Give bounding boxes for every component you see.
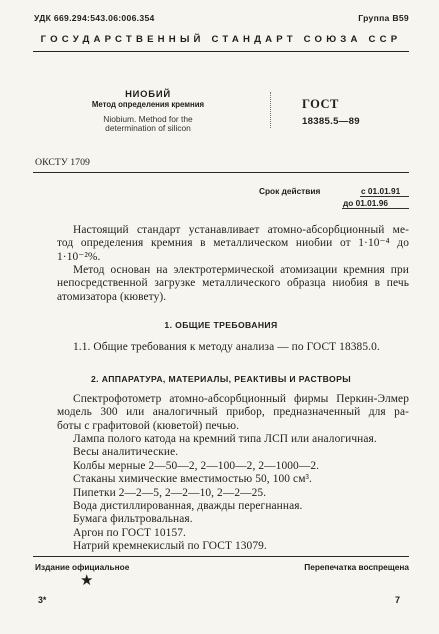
okstu-rule — [33, 172, 409, 173]
element-title: НИОБИЙ — [125, 88, 171, 99]
validity-underline-2 — [342, 208, 409, 209]
reprint-prohibited: Перепечатка воспрещена — [304, 562, 409, 572]
signature-mark: 3* — [38, 595, 47, 605]
state-standard-title: ГОСУДАРСТВЕННЫЙ СТАНДАРТ СОЮЗА ССР — [40, 34, 402, 45]
footer-rule — [33, 556, 409, 557]
list-item: Колбы мерные 2—50—2, 2—100—2, 2—1000—2. — [73, 459, 320, 472]
section-1-heading: 1. ОБЩИЕ ТРЕБОВАНИЯ — [164, 320, 278, 330]
text-line: тод определения кремния в металлическом ниобии от 1·10⁻⁴ до — [57, 237, 409, 250]
title-divider-mark — [270, 92, 272, 128]
list-item: Стаканы химические вместимостью 50, 100 см³. — [73, 473, 312, 486]
gost-number: 18385.5—89 — [302, 116, 360, 127]
list-item: Пипетки 2—2—5, 2—2—10, 2—2—25. — [73, 486, 267, 499]
list-item: Весы аналитические. — [73, 446, 179, 459]
validity-to: до 01.01.96 — [343, 198, 388, 208]
official-edition: Издание официальное — [35, 562, 130, 572]
intro-paragraph-1 — [57, 224, 409, 264]
text-line: 1.1. Общие требования к методу анализа — по ГОСТ 18385.0. — [73, 341, 380, 353]
list-item: Натрий кремнекислый по ГОСТ 13079. — [73, 540, 267, 553]
udk-code: УДК 669.294:543.06:006.354 — [34, 13, 155, 23]
validity-from: с 01.01.91 — [361, 186, 401, 196]
star-icon: ★ — [80, 573, 94, 589]
section-1-text — [57, 341, 409, 354]
section-2-paragraph — [57, 393, 409, 433]
method-title-ru: Метод определения кремния — [91, 100, 205, 109]
text-line: Настоящий стандарт устанавливает атомно-абсорбционный ме- — [73, 224, 409, 236]
text-line: модель 300 или аналогичный прибор, предназначенный для ра- — [57, 406, 409, 419]
list-item: Аргон по ГОСТ 10157. — [73, 526, 186, 539]
list-item: Лампа полого катода на кремний типа ЛСП или аналогичная. — [73, 433, 377, 445]
validity-label: Срок действия — [259, 186, 321, 196]
method-title-en-line2: determination of silicon — [105, 123, 191, 133]
intro-paragraph-2 — [57, 264, 409, 304]
text-line: боты с графитовой (кюветой) печью. — [57, 419, 240, 432]
okstu-code: ОКСТУ 1709 — [35, 157, 90, 168]
validity-underline-1 — [360, 196, 409, 197]
method-title-en-line1: Niobium. Method for the — [103, 114, 193, 124]
list-item: Вода дистиллированная, дважды перегнанная. — [73, 500, 303, 513]
page-number: 7 — [395, 595, 401, 605]
text-line: непосредственной загрузке металлического образца ниобия в печь — [57, 277, 409, 290]
text-line: Спектрофотометр атомно-абсорбционный фирмы Перкин-Элмер — [73, 393, 409, 405]
section-2-list — [57, 433, 409, 554]
list-item: Бумага фильтровальная. — [73, 513, 193, 526]
gost-label: ГОСТ — [302, 97, 339, 111]
group-code: Группа В59 — [358, 13, 409, 23]
section-2-heading: 2. АППАРАТУРА, МАТЕРИАЛЫ, РЕАКТИВЫ И РАСТВОРЫ — [90, 374, 352, 384]
header-rule — [33, 51, 409, 52]
text-line: 1·10⁻²%. — [57, 250, 101, 263]
text-line: атомизатора (кювету). — [57, 290, 167, 303]
text-line: Метод основан на электротермической атомизации кремния при — [73, 264, 409, 276]
